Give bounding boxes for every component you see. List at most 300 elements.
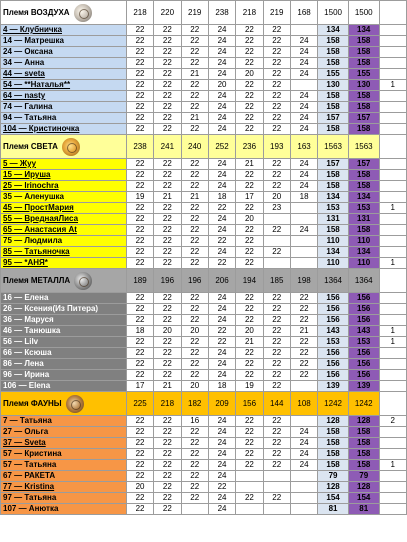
member-score-cell: 24: [208, 25, 235, 36]
member-total-cell: 110: [348, 258, 379, 269]
member-score-cell: 22: [126, 438, 153, 449]
member-extra-cell: [379, 225, 406, 236]
member-name-cell: [1, 370, 127, 381]
member-score-cell: 24: [208, 315, 235, 326]
member-name[interactable]: 44 — sveta: [3, 69, 45, 78]
member-score-cell: 22: [154, 416, 181, 427]
member-sum-cell: 158: [318, 170, 349, 181]
member-score-cell: 24: [208, 91, 235, 102]
member-score-cell: 21: [181, 69, 208, 80]
member-name-cell: [1, 225, 127, 236]
member-score-cell: 22: [154, 80, 181, 91]
member-score-cell: 21: [181, 192, 208, 203]
member-extra-cell: [379, 293, 406, 304]
member-score-cell: 22: [154, 170, 181, 181]
member-score-cell: 22: [181, 181, 208, 192]
member-score-cell: 24: [208, 124, 235, 135]
member-sum-cell: 158: [318, 58, 349, 69]
member-score-cell: 18: [208, 192, 235, 203]
member-name: 14 — Матрешка: [3, 36, 64, 45]
group-round-total-cell: 218: [236, 1, 263, 25]
member-name-cell: [1, 247, 127, 258]
member-score-cell: 20: [126, 482, 153, 493]
member-score-cell: 22: [181, 337, 208, 348]
member-score-cell: 22: [154, 181, 181, 192]
member-score-cell: 24: [208, 214, 235, 225]
member-score-cell: 24: [208, 47, 235, 58]
member-score-cell: 22: [126, 91, 153, 102]
member-row: [1, 159, 407, 170]
member-row: [1, 482, 407, 493]
member-score-cell: 24: [208, 416, 235, 427]
member-name-cell: [1, 381, 127, 392]
member-score-cell: 22: [154, 225, 181, 236]
member-score-cell: 22: [126, 80, 153, 91]
member-name[interactable]: 5 — Жуу: [3, 159, 37, 168]
member-name-cell: [1, 504, 127, 515]
member-total-cell: 158: [348, 225, 379, 236]
member-name-cell: [1, 102, 127, 113]
member-total-cell: 158: [348, 170, 379, 181]
member-row: [1, 124, 407, 135]
member-score-cell: 20: [236, 69, 263, 80]
member-name: 66 — Ксюша: [3, 348, 52, 357]
member-name[interactable]: 55 — ВреднаяЛиса: [3, 214, 79, 223]
member-extra-cell: 1: [379, 337, 406, 348]
member-score-cell: 24: [208, 460, 235, 471]
group-round-total-cell: 238: [208, 1, 235, 25]
member-name-cell: [1, 471, 127, 482]
member-name: 75 — Людмила: [3, 236, 63, 245]
group-round-total-cell: 198: [290, 269, 317, 293]
member-score-cell: 22: [236, 102, 263, 113]
group-title: Племя ВОЗДУХА: [3, 8, 70, 17]
member-score-cell: 22: [181, 293, 208, 304]
member-total-cell: 156: [348, 359, 379, 370]
member-name: 57 — Татьяна: [3, 460, 57, 469]
member-total-cell: 158: [348, 47, 379, 58]
member-score-cell: 22: [181, 247, 208, 258]
member-sum-cell: 131: [318, 214, 349, 225]
group-total-cell: 1563: [348, 135, 379, 159]
member-name[interactable]: 15 — Ируша: [3, 170, 51, 179]
member-score-cell: 22: [181, 124, 208, 135]
group-round-total-cell: 182: [181, 392, 208, 416]
member-score-cell: 24: [208, 504, 235, 515]
member-total-cell: 153: [348, 337, 379, 348]
member-row: [1, 236, 407, 247]
member-score-cell: [181, 504, 208, 515]
member-sum-cell: 128: [318, 482, 349, 493]
member-row: [1, 370, 407, 381]
member-row: [1, 214, 407, 225]
member-extra-cell: [379, 36, 406, 47]
member-score-cell: 22: [154, 504, 181, 515]
member-extra-cell: [379, 192, 406, 203]
member-name[interactable]: 54 — **Наталья**: [3, 80, 71, 89]
member-score-cell: 22: [263, 113, 290, 124]
member-score-cell: 22: [263, 359, 290, 370]
member-score-cell: 22: [263, 58, 290, 69]
member-score-cell: 22: [263, 460, 290, 471]
member-score-cell: 24: [208, 348, 235, 359]
member-score-cell: 22: [154, 471, 181, 482]
member-score-cell: 22: [126, 460, 153, 471]
member-score-cell: [263, 504, 290, 515]
member-score-cell: 22: [154, 58, 181, 69]
member-score-cell: 22: [263, 102, 290, 113]
member-name[interactable]: 25 — Irinochra: [3, 181, 59, 190]
member-score-cell: 22: [263, 427, 290, 438]
member-name[interactable]: 77 — Kristina: [3, 482, 55, 491]
member-name-cell: [1, 181, 127, 192]
member-score-cell: 22: [181, 214, 208, 225]
group-total-cell: 1364: [348, 269, 379, 293]
member-score-cell: 24: [290, 102, 317, 113]
member-score-cell: 16: [181, 416, 208, 427]
member-name-cell: [1, 482, 127, 493]
member-score-cell: 22: [263, 47, 290, 58]
member-score-cell: 22: [181, 36, 208, 47]
member-score-cell: 22: [263, 449, 290, 460]
group-title-cell: [1, 392, 127, 416]
member-score-cell: 21: [154, 381, 181, 392]
member-extra-cell: [379, 124, 406, 135]
member-row: [1, 102, 407, 113]
group-round-total-cell: 163: [290, 135, 317, 159]
group-round-total-cell: 196: [181, 269, 208, 293]
member-sum-cell: 158: [318, 102, 349, 113]
member-row: [1, 36, 407, 47]
member-total-cell: 156: [348, 370, 379, 381]
member-name-cell: [1, 337, 127, 348]
member-row: [1, 304, 407, 315]
member-name-cell: [1, 258, 127, 269]
member-score-cell: 22: [154, 102, 181, 113]
member-score-cell: 20: [236, 214, 263, 225]
member-name: 35 — Аленушка: [3, 192, 64, 201]
member-row: [1, 113, 407, 124]
member-score-cell: 22: [236, 91, 263, 102]
member-score-cell: 22: [126, 247, 153, 258]
member-score-cell: 22: [236, 124, 263, 135]
member-name: 67 — РАКЕТА: [3, 471, 56, 480]
member-name-cell: [1, 113, 127, 124]
member-score-cell: [236, 504, 263, 515]
member-extra-cell: 1: [379, 258, 406, 269]
member-score-cell: 22: [154, 482, 181, 493]
member-name-cell: [1, 326, 127, 337]
member-name[interactable]: 104 — Кристиночка: [3, 124, 80, 133]
member-score-cell: [236, 482, 263, 493]
member-score-cell: 22: [181, 25, 208, 36]
member-row: [1, 258, 407, 269]
member-score-cell: 22: [290, 293, 317, 304]
member-name-cell: [1, 203, 127, 214]
group-title: Племя СВЕТА: [3, 142, 58, 151]
member-score-cell: [290, 471, 317, 482]
member-score-cell: 22: [126, 47, 153, 58]
member-extra-cell: [379, 170, 406, 181]
member-sum-cell: 156: [318, 315, 349, 326]
member-score-cell: 22: [236, 427, 263, 438]
group-round-total-cell: 240: [181, 135, 208, 159]
member-score-cell: 22: [154, 124, 181, 135]
member-score-cell: 22: [290, 359, 317, 370]
member-score-cell: 22: [126, 293, 153, 304]
member-name-cell: [1, 348, 127, 359]
member-sum-cell: 128: [318, 416, 349, 427]
member-score-cell: 22: [154, 159, 181, 170]
member-score-cell: 22: [181, 438, 208, 449]
member-score-cell: 22: [236, 460, 263, 471]
group-round-total-cell: 218: [126, 1, 153, 25]
group-extra-cell: [379, 392, 406, 416]
member-score-cell: 22: [236, 359, 263, 370]
member-score-cell: 22: [181, 427, 208, 438]
member-score-cell: 22: [126, 449, 153, 460]
member-score-cell: 22: [236, 47, 263, 58]
member-score-cell: 22: [154, 438, 181, 449]
member-total-cell: 158: [348, 460, 379, 471]
member-sum-cell: 110: [318, 258, 349, 269]
member-score-cell: 24: [290, 181, 317, 192]
member-total-cell: 157: [348, 159, 379, 170]
member-name-cell: [1, 36, 127, 47]
member-sum-cell: 158: [318, 91, 349, 102]
member-score-cell: 22: [263, 181, 290, 192]
member-score-cell: 22: [290, 315, 317, 326]
member-score-cell: 21: [154, 192, 181, 203]
member-score-cell: 22: [263, 315, 290, 326]
member-row: [1, 247, 407, 258]
member-total-cell: 110: [348, 236, 379, 247]
member-score-cell: 22: [126, 504, 153, 515]
member-score-cell: 24: [290, 124, 317, 135]
member-sum-cell: 155: [318, 69, 349, 80]
fauna-tribe-emblem-icon: [66, 395, 84, 413]
member-score-cell: 22: [181, 258, 208, 269]
member-name[interactable]: 64 — nasty: [3, 91, 46, 100]
member-score-cell: [290, 258, 317, 269]
member-score-cell: 22: [236, 58, 263, 69]
member-score-cell: 22: [126, 304, 153, 315]
member-score-cell: 21: [236, 337, 263, 348]
member-score-cell: 22: [154, 91, 181, 102]
member-score-cell: 24: [208, 493, 235, 504]
member-score-cell: 22: [126, 225, 153, 236]
member-score-cell: 22: [263, 25, 290, 36]
member-score-cell: 22: [263, 159, 290, 170]
member-row: [1, 25, 407, 36]
member-extra-cell: [379, 102, 406, 113]
member-name[interactable]: 4 — Клубничка: [3, 25, 62, 34]
member-row: [1, 471, 407, 482]
member-score-cell: 22: [154, 113, 181, 124]
member-sum-cell: 157: [318, 159, 349, 170]
member-name-cell: [1, 460, 127, 471]
group-title: Племя МЕТАЛЛА: [3, 276, 71, 285]
member-row: [1, 47, 407, 58]
group-extra-cell: [379, 269, 406, 293]
member-name[interactable]: 95 — *АНЯ*: [3, 258, 48, 267]
member-row: [1, 293, 407, 304]
member-name-cell: [1, 315, 127, 326]
group-round-total-cell: 206: [208, 269, 235, 293]
member-total-cell: 134: [348, 247, 379, 258]
member-name-cell: [1, 493, 127, 504]
member-name-cell: [1, 236, 127, 247]
member-name-cell: [1, 58, 127, 69]
member-score-cell: 22: [263, 416, 290, 427]
member-score-cell: 22: [181, 203, 208, 214]
metal-tribe-emblem-icon: [74, 272, 92, 290]
member-row: [1, 225, 407, 236]
group-round-total-cell: 219: [263, 1, 290, 25]
member-extra-cell: [379, 25, 406, 36]
member-extra-cell: [379, 247, 406, 258]
member-sum-cell: 156: [318, 304, 349, 315]
member-row: [1, 504, 407, 515]
member-name-cell: [1, 438, 127, 449]
member-total-cell: 134: [348, 25, 379, 36]
member-row: [1, 203, 407, 214]
member-sum-cell: 158: [318, 181, 349, 192]
member-score-cell: 22: [154, 449, 181, 460]
member-name[interactable]: 65 — Анастасия At: [3, 225, 77, 234]
member-sum-cell: 158: [318, 438, 349, 449]
member-score-cell: 22: [154, 203, 181, 214]
member-extra-cell: [379, 304, 406, 315]
member-score-cell: 22: [263, 124, 290, 135]
member-row: [1, 359, 407, 370]
member-score-cell: 22: [181, 460, 208, 471]
group-total-cell: 1500: [318, 1, 349, 25]
member-score-cell: 24: [290, 225, 317, 236]
member-row: [1, 192, 407, 203]
member-score-cell: 22: [263, 293, 290, 304]
member-name: 24 — Оксана: [3, 47, 53, 56]
member-score-cell: 22: [181, 225, 208, 236]
member-row: [1, 427, 407, 438]
member-score-cell: 22: [181, 315, 208, 326]
member-score-cell: 22: [236, 416, 263, 427]
member-extra-cell: [379, 181, 406, 192]
member-name: 107 — Анютка: [3, 504, 59, 513]
member-sum-cell: 134: [318, 247, 349, 258]
member-total-cell: 158: [348, 449, 379, 460]
member-name: 46 — Танюшка: [3, 326, 61, 335]
group-round-total-cell: 225: [126, 392, 153, 416]
member-score-cell: [290, 416, 317, 427]
member-sum-cell: 154: [318, 493, 349, 504]
member-score-cell: 24: [208, 247, 235, 258]
member-score-cell: 21: [290, 326, 317, 337]
member-score-cell: [290, 236, 317, 247]
group-total-cell: 1563: [318, 135, 349, 159]
member-name[interactable]: 85 — Татьяночка: [3, 247, 70, 256]
member-score-cell: 22: [181, 236, 208, 247]
member-score-cell: [290, 493, 317, 504]
member-name: 106 — Elena: [3, 381, 51, 390]
member-total-cell: 128: [348, 482, 379, 493]
member-score-cell: [263, 471, 290, 482]
member-score-cell: [290, 381, 317, 392]
member-sum-cell: 156: [318, 359, 349, 370]
member-score-cell: 22: [126, 102, 153, 113]
member-score-cell: 22: [181, 471, 208, 482]
member-score-cell: 18: [126, 326, 153, 337]
group-total-cell: 1242: [348, 392, 379, 416]
member-score-cell: 22: [236, 258, 263, 269]
member-extra-cell: [379, 113, 406, 124]
member-score-cell: [290, 203, 317, 214]
member-score-cell: 22: [263, 348, 290, 359]
member-score-cell: [290, 80, 317, 91]
member-extra-cell: [379, 471, 406, 482]
group-round-total-cell: 220: [154, 1, 181, 25]
member-name[interactable]: 37 — Sveta: [3, 438, 46, 447]
member-score-cell: 22: [126, 214, 153, 225]
member-score-cell: 22: [236, 348, 263, 359]
member-sum-cell: 153: [318, 203, 349, 214]
member-total-cell: 158: [348, 181, 379, 192]
member-score-cell: 22: [181, 359, 208, 370]
member-total-cell: 79: [348, 471, 379, 482]
member-name[interactable]: 45 — ПростМария: [3, 203, 74, 212]
group-total-cell: 1242: [318, 392, 349, 416]
member-row: [1, 69, 407, 80]
member-extra-cell: [379, 69, 406, 80]
member-score-cell: 22: [126, 203, 153, 214]
member-score-cell: 22: [290, 337, 317, 348]
member-score-cell: [290, 214, 317, 225]
member-score-cell: 22: [181, 304, 208, 315]
member-row: [1, 58, 407, 69]
member-score-cell: 23: [263, 203, 290, 214]
member-score-cell: 22: [236, 170, 263, 181]
member-extra-cell: [379, 449, 406, 460]
member-total-cell: 157: [348, 113, 379, 124]
member-score-cell: 22: [263, 80, 290, 91]
group-round-total-cell: 196: [154, 269, 181, 293]
member-score-cell: 22: [126, 58, 153, 69]
member-score-cell: 22: [263, 337, 290, 348]
member-sum-cell: 158: [318, 427, 349, 438]
group-round-total-cell: 218: [154, 392, 181, 416]
member-sum-cell: 153: [318, 337, 349, 348]
group-round-total-cell: 241: [154, 135, 181, 159]
member-score-cell: 22: [208, 326, 235, 337]
group-round-total-cell: 194: [236, 269, 263, 293]
member-score-cell: 24: [208, 370, 235, 381]
member-name-cell: [1, 69, 127, 80]
member-extra-cell: [379, 427, 406, 438]
member-name-cell: [1, 214, 127, 225]
member-score-cell: 22: [181, 80, 208, 91]
member-score-cell: 22: [263, 225, 290, 236]
group-title-cell: [1, 1, 127, 25]
member-extra-cell: [379, 381, 406, 392]
member-name: 96 — Ирина: [3, 370, 50, 379]
group-round-total-cell: 185: [263, 269, 290, 293]
member-name-cell: [1, 359, 127, 370]
member-name: 56 — Lilv: [3, 337, 39, 346]
member-score-cell: 22: [263, 69, 290, 80]
member-name-cell: [1, 170, 127, 181]
member-score-cell: 22: [154, 36, 181, 47]
member-total-cell: 158: [348, 36, 379, 47]
